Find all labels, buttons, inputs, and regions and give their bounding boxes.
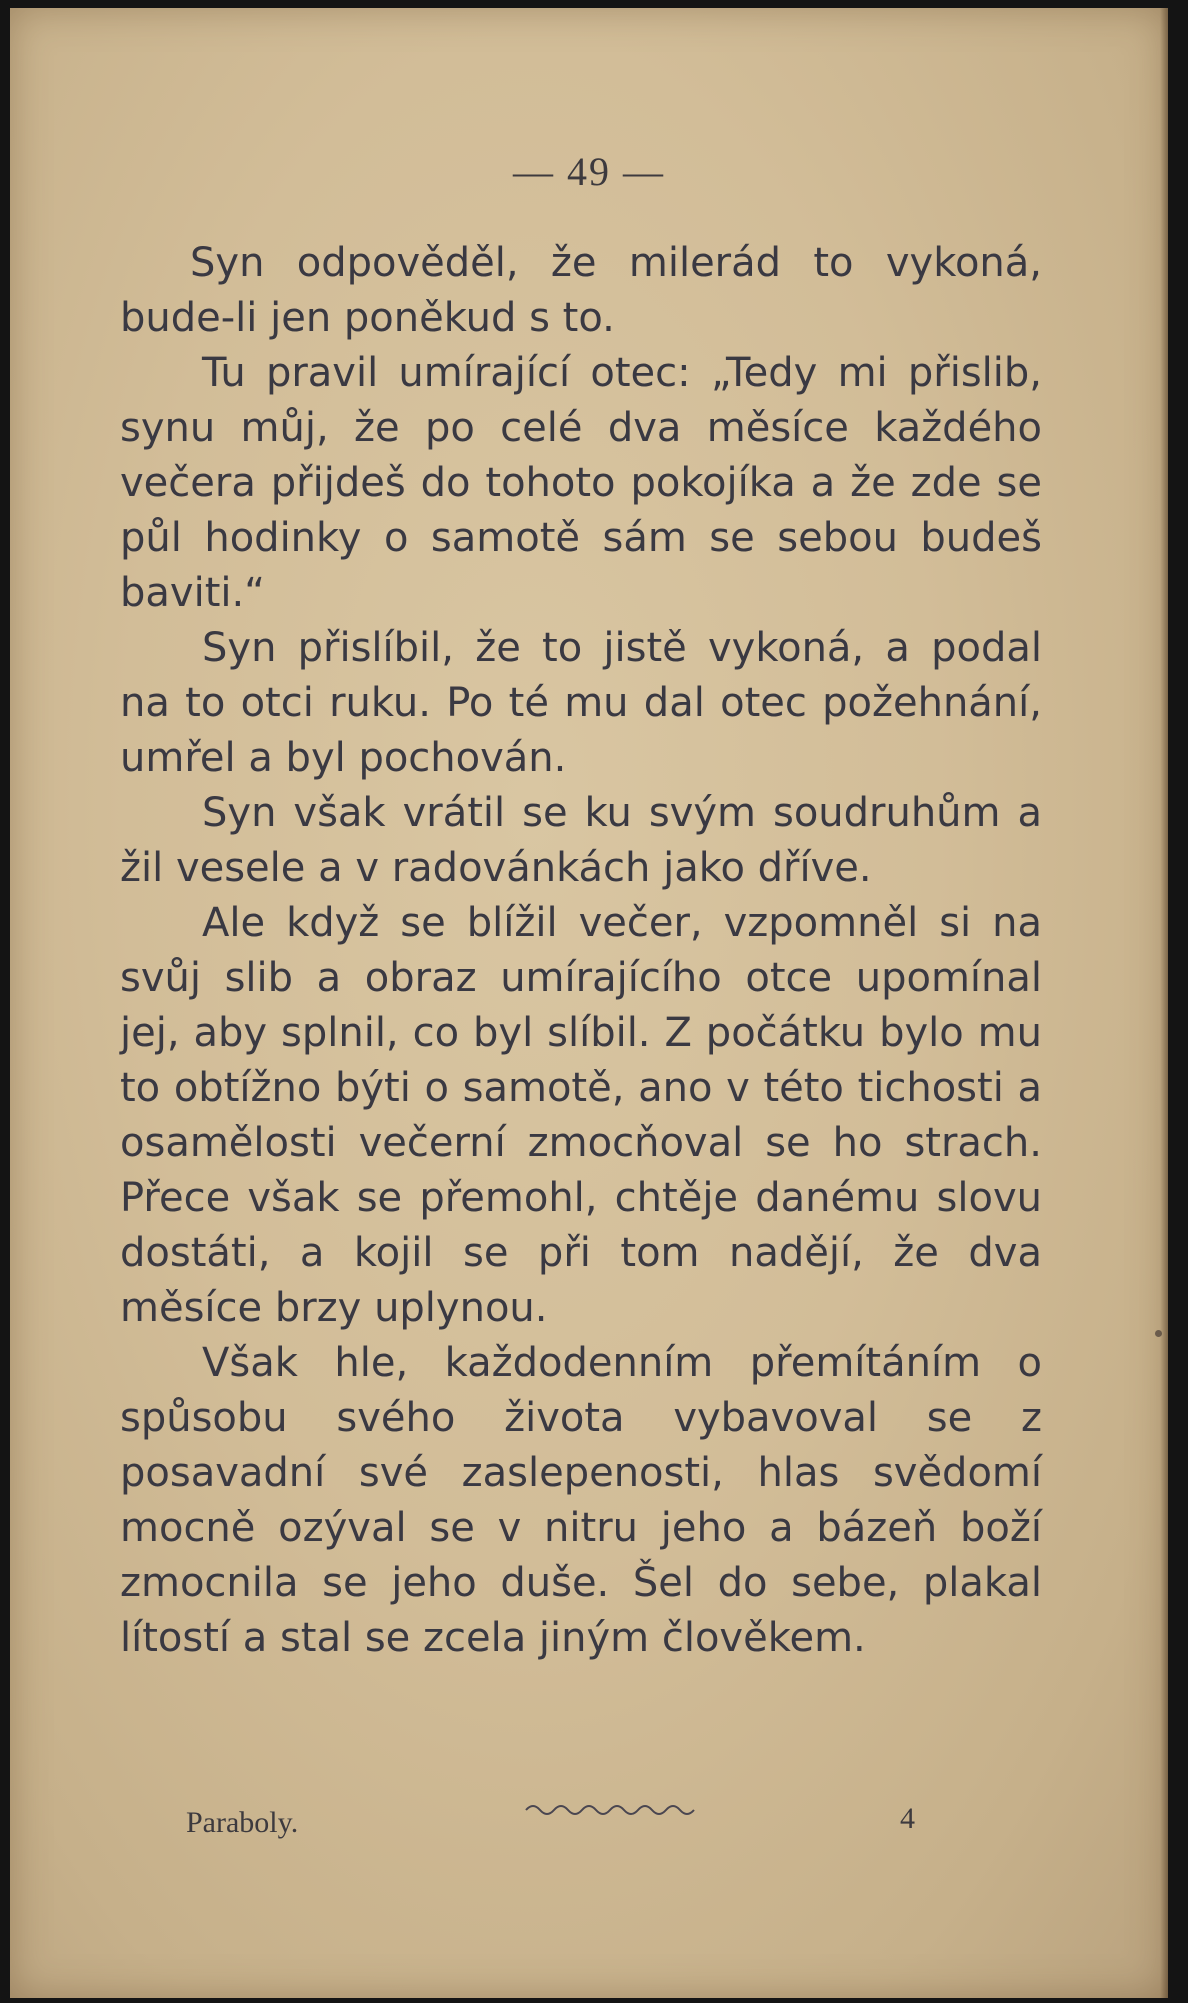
wavy-rule-ornament bbox=[524, 1798, 704, 1818]
page-body bbox=[120, 236, 1042, 1666]
page-number: — 49 — bbox=[513, 149, 665, 194]
paragraph: Tu pravil umírající otec: „Tedy mi přislib, synu můj, že po celé dva měsíce každého večera přijdeš do tohoto pokojíka a že zde se půl hodinky o samotě sám se sebou budeš baviti.“ bbox=[120, 350, 1042, 616]
paragraph: Syn přislíbil, že to jistě vykoná, a podal na to otci ruku. Po té mu dal otec požehnání, umřel a byl pochován. bbox=[120, 625, 1042, 781]
paragraph: Však hle, každodenním přemítáním o spůsobu svého života vybavoval se z posavadní své zaslepenosti, hlas svědomí mocně ozýval se v nitru jeho a bázeň boží zmocnila se jeho duše. Šel do sebe, plakal lítostí a stal se zcela jiným člověkem. bbox=[120, 1340, 1042, 1661]
book-page bbox=[10, 8, 1168, 1998]
page-footer bbox=[10, 1798, 1168, 1838]
sheet-number: 4 bbox=[900, 1802, 915, 1835]
ink-speck bbox=[1155, 1330, 1162, 1337]
signature-mark: Paraboly. bbox=[186, 1806, 299, 1839]
paragraph: Syn však vrátil se ku svým soudruhům a žil vesele a v radovánkách jako dříve. bbox=[120, 790, 1042, 891]
paragraph: Ale když se blížil večer, vzpomněl si na svůj slib a obraz umírajícího otce upomínal jej, aby splnil, co byl slíbil. Z počátku bylo mu to obtížno býti o samotě, ano v této tichosti a osamělosti večerní zmocňoval se ho strach. Přece však se přemohl, chtěje danému slovu dostáti, a kojil se při tom nadějí, že dva měsíce brzy uplynou. bbox=[120, 900, 1042, 1331]
paragraph: Syn odpověděl, že milerád to vykoná, bude-li jen poněkud s to. bbox=[120, 240, 1042, 341]
